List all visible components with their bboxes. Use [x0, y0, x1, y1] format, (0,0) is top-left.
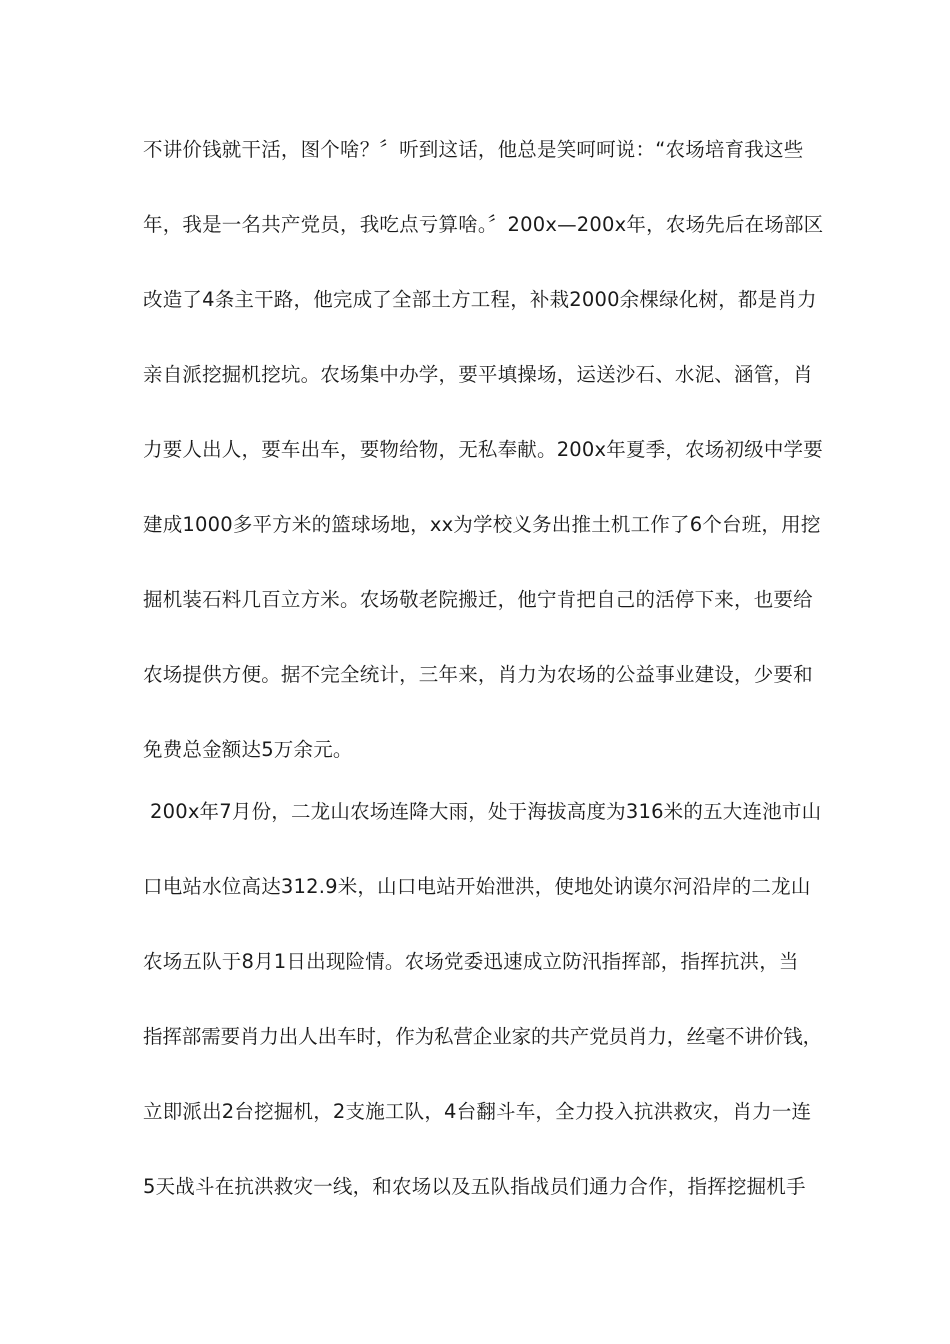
text-line: 免费总金额达5万余元。: [143, 738, 353, 761]
text-line: 力要人出人，要车出车，要物给物，无私奉献。200x年夏季，农场初级中学要: [143, 438, 823, 461]
paragraph-start-line: 200x年7月份，二龙山农场连降大雨，处于海拔高度为316米的五大连池市山: [150, 800, 822, 823]
text-line: 农场五队于8月1日出现险情。农场党委迅速成立防汛指挥部，指挥抗洪，当: [143, 950, 799, 973]
text-line: 口电站水位高达312.9米，山口电站开始泄洪，使地处讷谟尔河沿岸的二龙山: [143, 875, 811, 898]
text-line: 不讲价钱就干活，图个啥？〞听到这话，他总是笑呵呵说：“农场培育我这些: [143, 138, 804, 161]
text-line: 立即派出2台挖掘机，2支施工队，4台翻斗车，全力投入抗洪救灾，肖力一连: [143, 1100, 812, 1123]
text-line: 年，我是一名共产党员，我吃点亏算啥。〞200x—200x年，农场先后在场部区: [143, 213, 824, 236]
text-line: 农场提供方便。据不完全统计，三年来，肖力为农场的公益事业建设，少要和: [143, 663, 813, 686]
text-line: 掘机装石料几百立方米。农场敬老院搬迁，他宁肯把自己的活停下来，也要给: [143, 588, 813, 611]
text-line: 建成1000多平方米的篮球场地，xx为学校义务出推土机工作了6个台班，用挖: [143, 513, 821, 536]
text-line: 改造了4条主干路，他完成了全部土方工程，补栽2000余棵绿化树，都是肖力: [143, 288, 817, 311]
text-line: 5天战斗在抗洪救灾一线，和农场以及五队指战员们通力合作，指挥挖掘机手: [143, 1175, 806, 1198]
text-line: 亲自派挖掘机挖坑。农场集中办学，要平填操场，运送沙石、水泥、涵管，肖: [143, 363, 813, 386]
text-line: 指挥部需要肖力出人出车时，作为私营企业家的共产党员肖力，丝毫不讲价钱，: [143, 1025, 823, 1048]
